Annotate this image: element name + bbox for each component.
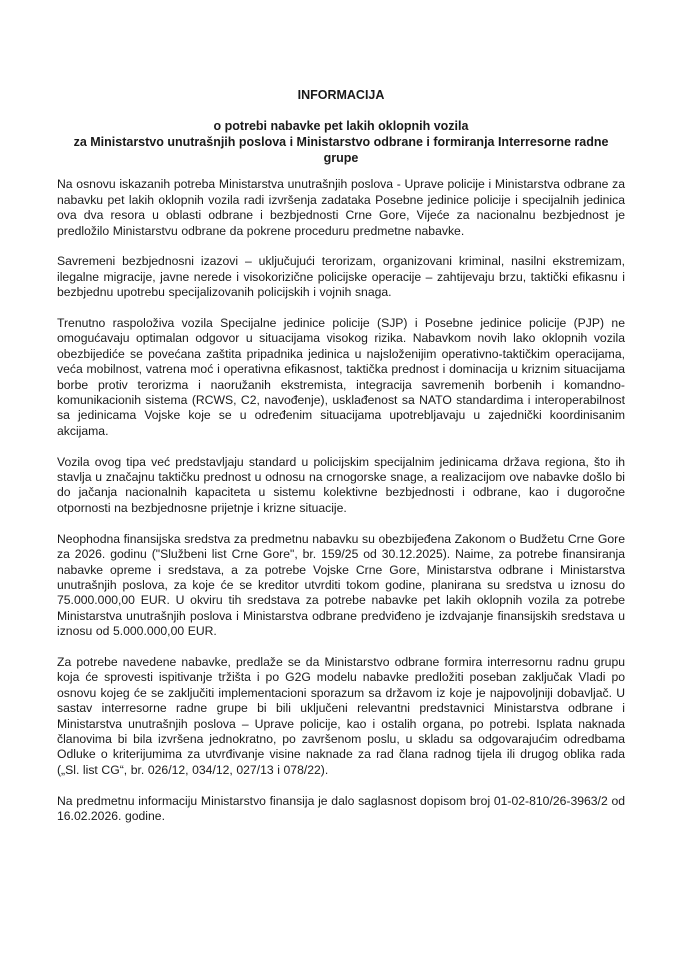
paragraph-financial-means: Neophodna finansijska sredstva za predmetnu nabavku su obezbijeđena Zakonom o Budžetu Crne Gore za 2026. godinu ("Službeni list Crne Gore", br. 159/25 od 30.12.2025). Naime, za potrebe finansiranja nabavke opreme i sredstava, a za potrebe Vojske Crne Gore, Ministarstva odbrane i Ministarstva unutrašnjih poslova, za koje će se kreditor utvrditi tokom godine, planirana su sredstva u iznosu do 75.000.000,00 EUR. U okviru tih sredstava za potrebe nabavke pet lakih oklopnih vozila za potrebe Ministarstva unutrašnjih poslova i Ministarstva odbrane predviđeno je izdvajanje finansijskih sredstava u iznosu od 5.000.000,00 EUR. xyxy=(57,531,625,639)
document-subtitle-line-2: za Ministarstvo unutrašnjih poslova i Ministarstvo odbrane i formiranja Interresorne radne grupe xyxy=(73,135,609,166)
paragraph-basis-of-procurement: Na osnovu iskazanih potreba Ministarstva unutrašnjih poslova - Uprave policije i Ministarstva odbrane za nabavku pet lakih oklopnih vozila radi izvršenja zadataka Posebne jedinice policije i specijalnih jedinica ova dva resora u oblasti odbrane i bezbjednosti Crne Gore, Vijeće za nacionalnu bezbjednost je predložilo Ministarstvu odbrane da pokrene proceduru predmetne nabavke. xyxy=(57,177,625,238)
document-title: INFORMACIJA xyxy=(297,88,385,102)
document-subtitle-line-1: o potrebi nabavke pet lakih oklopnih vozila xyxy=(213,119,469,134)
paragraph-finance-ministry-consent: Na predmetnu informaciju Ministarstvo finansija je dalo saglasnost dopisom broj 01-02-810/26-3963/2 od 16.02.2026. godine. xyxy=(57,793,625,823)
paragraph-regional-standard: Vozila ovog tipa već predstavljaju standard u policijskim specijalnim jedinicama država regiona, što ih stavlja u značajnu taktičku prednost u odnosu na crnogorske snage, a realizacijom ove nabavke došlo bi do jačanja nacionalnih kapaciteta u sistemu kolektivne bezbjednosti i odbrane, kao i dugoročne otpornosti na bezbjednosne prijetnje i krizne situacije. xyxy=(57,454,625,515)
document-subtitle xyxy=(57,118,625,166)
paragraph-current-vehicles-and-benefits: Trenutno raspoloživa vozila Specijalne jedinice policije (SJP) i Posebne jedinice policije (PJP) ne omogućavaju optimalan odgovor u situacijama visokog rizika. Nabavkom novih lako oklopnih vozila obezbijediće se povećana zaštita pripadnika jedinica u najsloženijim operativno-taktičkim operacijama, veća mobilnost, vatrena moć i operativna efikasnost, taktička prednost i dominacija u kriznim situacijama borbe protiv terorizma i naoružanih ekstremista, integracija savremenih borbenih i komandno-komunikacionih sistema (RCWS, C2, navođenje), usklađenost sa NATO standardima i interoperabilnost sa jedinicama Vojske koje se u određenim situacijama upotrebljavaju u zajednički koordinisanim akcijama. xyxy=(57,316,625,438)
paragraph-working-group-proposal: Za potrebe navedene nabavke, predlaže se da Ministarstvo odbrane formira interresornu radnu grupu koja će sprovesti ispitivanje tržišta i po G2G modelu nabavke predložiti poseban zaključak Vladi po osnovu kojeg će se zaključiti implementacioni sporazum sa državom iz koje je najpovoljniji dobavljač. U sastav interresorne radne grupe bi bili uključeni relevantni predstavnici Ministarstva odbrane i Ministarstva unutrašnjih poslova – Uprave policije, kao i ostalih organa, po potrebi. Isplata naknada članovima bi bila izvršena jednokratno, po završenom poslu, u skladu sa odgovarajućim odredbama Odluke o kriterijumima za utvrđivanje visine naknade za rad člana radnog tijela ili drugog oblika rada („Sl. list CG“, br. 026/12, 034/12, 027/13 i 078/22). xyxy=(57,654,625,777)
paragraph-security-challenges: Savremeni bezbjednosni izazovi – uključujući terorizam, organizovani kriminal, nasilni ekstremizam, ilegalne migracije, javne nerede i visokorizične policijske operacije – zahtijevaju brzu, taktički efikasnu i bezbjednu upotrebu specijalizovanih policijskih i vojnih snaga. xyxy=(57,254,625,300)
document-body xyxy=(57,177,625,824)
